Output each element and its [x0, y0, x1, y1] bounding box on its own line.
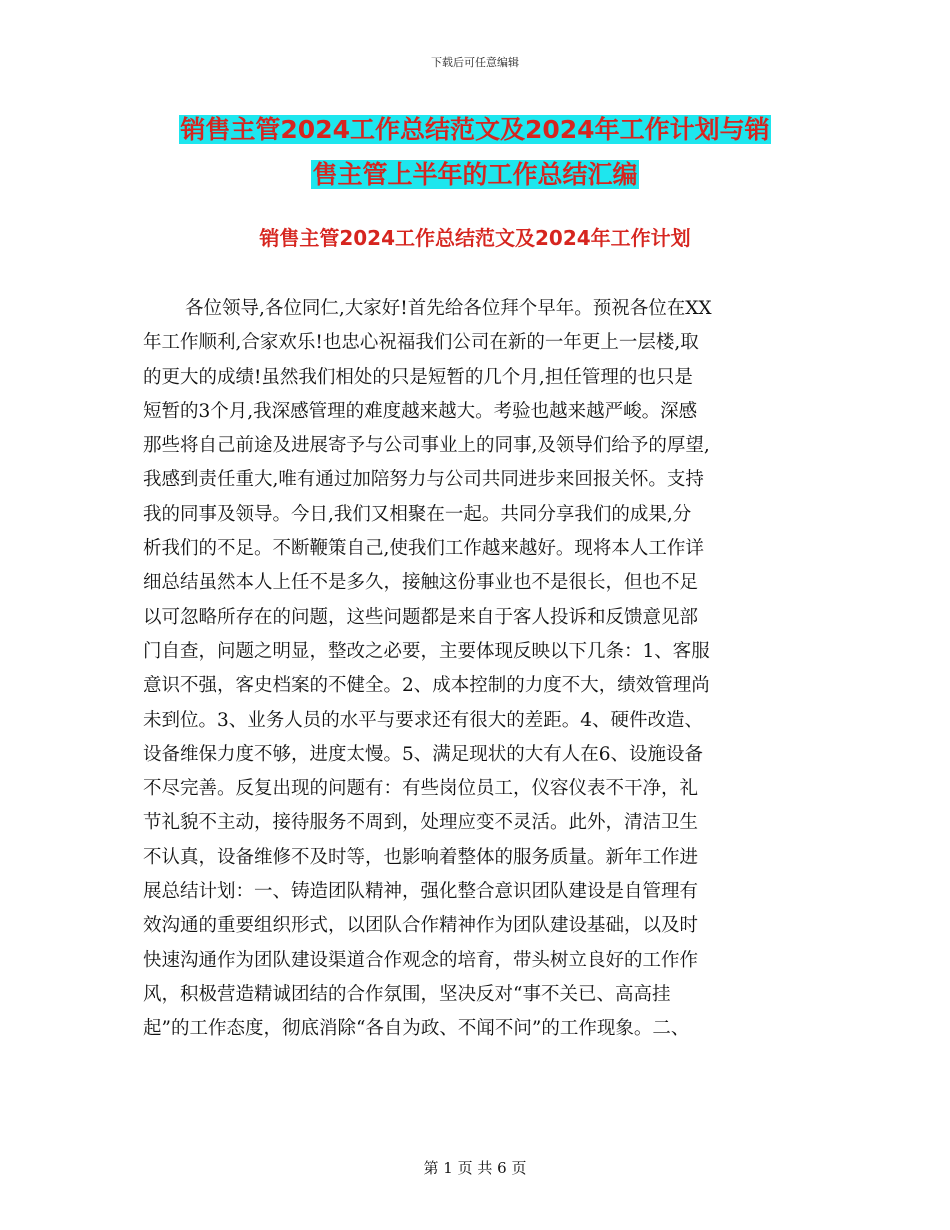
body-line: 年工作顺利,合家欢乐!也忠心祝福我们公司在新的一年更上一层楼,取	[143, 332, 699, 354]
document-title-line-2	[0, 157, 950, 193]
body-text	[143, 292, 813, 1047]
body-line: 效沟通的重要组织形式，以团队合作精神作为团队建设基础，以及时	[143, 915, 699, 937]
body-line: 节礼貌不主动，接待服务不周到，处理应变不灵活。此外，清洁卫生	[143, 812, 699, 834]
body-line: 门自查，问题之明显，整改之必要，主要体现反映以下几条：1、客服	[143, 640, 710, 662]
body-line: 细总结虽然本人上任不是多久，接触这份事业也不是很长，但也不足	[143, 572, 699, 594]
body-line: 那些将自己前途及进展寄予与公司事业上的同事,及领导们给予的厚望,	[143, 435, 710, 457]
body-line: 展总结计划：一、铸造团队精神，强化整合意识团队建设是自管理有	[143, 881, 699, 903]
body-line: 各位领导,各位同仁,大家好!首先给各位拜个早年。预祝各位在XX	[185, 298, 712, 319]
body-line: 快速沟通作为团队建设渠道合作观念的培育，带头树立良好的工作作	[143, 949, 699, 971]
body-line: 我感到责任重大,唯有通过加陪努力与公司共同进步来回报关怀。支持	[143, 469, 704, 491]
body-line: 以可忽略所存在的问题，这些问题都是来自于客人投诉和反馈意见部	[143, 606, 699, 628]
document-title-line-1-text: 销售主管2024工作总结范文及2024年工作计划与销	[180, 115, 770, 144]
section-title: 销售主管2024工作总结范文及2024年工作计划	[259, 226, 691, 250]
body-line: 短暂的3个月,我深感管理的难度越来越大。考验也越来越严峻。深感	[143, 400, 698, 422]
body-line: 不尽完善。反复出现的问题有：有些岗位员工，仪容仪表不干净，礼	[143, 778, 699, 800]
body-line: 的更大的成绩!虽然我们相处的只是短暂的几个月,担任管理的也只是	[143, 366, 693, 388]
body-line: 不认真，设备维修不及时等，也影响着整体的服务质量。新年工作进	[143, 846, 699, 868]
body-line: 设备维保力度不够，进度太慢。5、满足现状的大有人在6、设施设备	[143, 743, 704, 765]
body-line: 析我们的不足。不断鞭策自己,使我们工作越来越好。现将本人工作详	[143, 538, 704, 560]
document-title-line-2-text: 售主管上半年的工作总结汇编	[312, 160, 638, 189]
body-line: 未到位。3、业务人员的水平与要求还有很大的差距。4、硬件改造、	[143, 709, 704, 731]
body-line: 风，积极营造精诚团结的合作氛围，坚决反对“事不关已、高高挂	[143, 983, 671, 1005]
body-line: 我的同事及领导。今日,我们又相聚在一起。共同分享我们的成果,分	[143, 503, 692, 525]
body-line: 意识不强，客史档案的不健全。2、成本控制的力度不大，绩效管理尚	[143, 675, 710, 697]
page-footer: 第 1 页 共 6 页	[423, 1159, 527, 1177]
body-line: 起”的工作态度，彻底消除“各自为政、不闻不问”的工作现象。二、	[143, 1018, 690, 1040]
header-note: 下载后可任意编辑	[431, 56, 519, 69]
document-title-line-1	[0, 112, 950, 148]
